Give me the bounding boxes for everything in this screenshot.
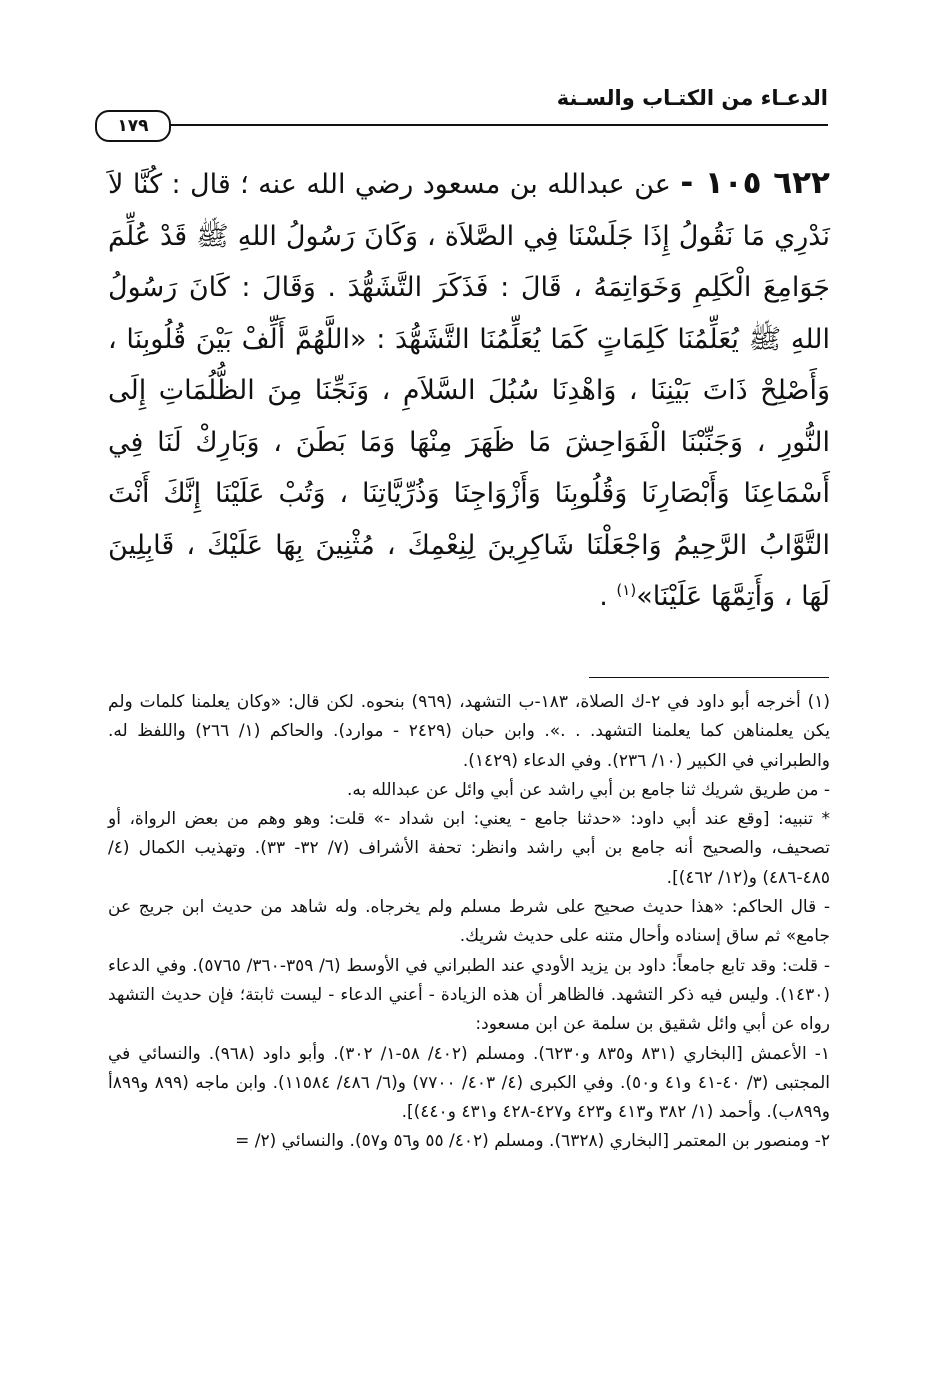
footnote-paragraph: ١- الأعمش [البخاري (٨٣١ و٨٣٥ و٦٢٣٠). ومسلم (٤٠٢/ ٥٨-١/ ٣٠٢). وأبو داود (٩٦٨). والنسائي في المجتبى (٣/ ٤٠-٤١ و٤١ و٥٠). وفي الكبرى (٤/ ٤٠٣/ ٧٧٠٠) و(٦/ ٤٨٦/ ١١٥٨٤). وابن ماجه (٨٩٩ و٨٩٩أ و٨٩٩ب). وأحمد (١/ ٣٨٢ و٤١٣ و٤٢٣ و٤٢٧-٤٢٨ و٤٣١ و٤٤٠)]. <box>108 1043 830 1123</box>
hadith-text: عن عبدالله بن مسعود رضي الله عنه ؛ قال : كُنَّا لاَ نَدْرِي مَا نَقُولُ إِذَا جَلَسْنَا فِي الصَّلاَة ، وَكَانَ رَسُولُ اللهِ ﷺ قَدْ عُلِّمَ جَوَامِعَ الْكَلِمِ وَخَوَاتِمَهُ ، قَالَ : فَذَكَرَ التَّشَهُّدَ . وَقَالَ : كَانَ رَسُولُ اللهِ ﷺ يُعَلِّمُنَا كَلِمَاتٍ كَمَا يُعَلِّمُنَا التَّشَهُّدَ : «اللَّهُمَّ أَلِّفْ بَيْنَ قُلُوبِنَا ، وَأَصْلِحْ ذَاتَ بَيْنِنَا ، وَاهْدِنَا سُبُلَ السَّلاَمِ ، وَنَجِّنَا مِنَ الظُّلُمَاتِ إِلَى النُّورِ ، وَجَنِّبْنَا الْفَوَاحِشَ مَا ظَهَرَ مِنْهَا وَمَا بَطَنَ ، وَبَارِكْ لَنَا فِي أَسْمَاعِنَا وَأَبْصَارِنَا وَقُلُوبِنَا وَأَزْوَاجِنَا وَذُرِّيَّاتِنَا ، وَتُبْ عَلَيْنَا إِنَّكَ أَنْتَ التَّوَّابُ الرَّحِيمُ وَاجْعَلْنَا شَاكِرِينَ لِنِعْمِكَ ، مُثْنِينَ بِهَا عَلَيْكَ ، قَابِلِينَ لَهَا ، وَأَتِمَّهَا عَلَيْنَا» <box>108 169 830 612</box>
footnotes <box>108 688 830 1157</box>
book-title: الدعـاء من الكتـاب والسـنة <box>556 86 828 110</box>
footnote-marker: (١) <box>616 581 637 599</box>
footnote-paragraph: ٢- ومنصور بن المعتمر [البخاري (٦٣٢٨). ومسلم (٤٠٢/ ٥٥ و٥٦ و٥٧). والنسائي (٢/ = <box>235 1131 830 1152</box>
running-header <box>100 86 828 112</box>
hadith-paragraph <box>108 158 830 623</box>
header-rule <box>162 124 828 126</box>
footnote-paragraph: - من طريق شريك ثنا جامع بن أبي راشد عن أبي وائل عن عبدالله به. <box>346 779 830 800</box>
footnote-paragraph: - قلت: وقد تابع جامعاً: داود بن يزيد الأودي عند الطبراني في الأوسط (٦/ ٣٥٩-٣٦٠/ ٥٧٦٥). وفي الدعاء (١٤٣٠). وليس فيه ذكر التشهد. فالظاهر أن هذه الزيادة - أعني الدعاء - ليست ثابتة؛ فإن حديث التشهد رواه عن أبي وائل شقيق بن سلمة عن ابن مسعود: <box>108 955 830 1035</box>
footnote-paragraph: - قال الحاكم: «هذا حديث صحيح على شرط مسلم ولم يخرجاه. وله شاهد من حديث ابن جريج عن جامع» ثم ساق إسناده وأحال متنه على حديث شريك. <box>108 897 830 947</box>
hadith-number: ٦٢٢ ١٠٥ - <box>680 165 830 201</box>
footnote-separator <box>589 677 829 678</box>
page-number: ١٧٩ <box>95 110 171 142</box>
footnote-paragraph: (١) أخرجه أبو داود في ٢-ك الصلاة، ١٨٣-ب التشهد، (٩٦٩) بنحوه. لكن قال: «وكان يعلمنا كلمات ولم يكن يعلمناهن كما يعلمنا التشهد. . .». وابن حبان (٢٤٢٩ - موارد). والحاكم (١/ ٢٦٦) واللفظ له. والطبراني في الكبير (١٠/ ٢٣٦). وفي الدعاء (١٤٢٩). <box>108 692 830 771</box>
hadith-body <box>108 158 830 623</box>
footnote-paragraph: * تنبيه: [وقع عند أبي داود: «حدثنا جامع - يعني: ابن شداد -» قلت: وهو وهم من بعض الرواة، أو تصحيف، والصحيح أنه جامع بن أبي راشد وانظر: تحفة الأشراف (٧/ ٣٢- ٣٣). وتهذيب الكمال (٤/ ٤٨٥-٤٨٦) و(١٢/ ٤٦٢)]. <box>108 809 830 888</box>
hadith-end: . <box>599 581 617 612</box>
